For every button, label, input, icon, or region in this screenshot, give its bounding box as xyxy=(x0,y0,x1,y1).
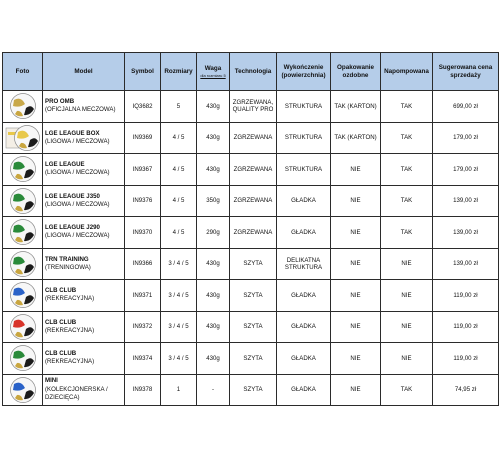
cell-price: 74,95 zł xyxy=(433,374,499,406)
model-category: (REKREACYJNA) xyxy=(45,358,95,366)
cell-inflated: TAK xyxy=(381,91,433,123)
product-photo xyxy=(3,248,43,280)
cell-inflated: NIE xyxy=(381,280,433,312)
model-category: (OFICJALNA MECZOWA) xyxy=(45,106,116,114)
cell-finish: STRUKTURA xyxy=(277,91,331,123)
product-photo xyxy=(3,280,43,312)
cell-finish: DELIKATNA STRUKTURA xyxy=(277,248,331,280)
soccer-ball-icon xyxy=(9,344,37,372)
cell-packaging: NIE xyxy=(331,374,381,406)
cell-price: 139,00 zł xyxy=(433,217,499,249)
cell-inflated: NIE xyxy=(381,311,433,343)
cell-price: 179,00 zł xyxy=(433,122,499,154)
table-row xyxy=(3,343,499,375)
cell-packaging: NIE xyxy=(331,311,381,343)
soccer-ball-icon xyxy=(9,218,37,246)
header-technology: Technologia xyxy=(230,53,277,91)
table-row xyxy=(3,122,499,154)
cell-model xyxy=(43,122,125,154)
cell-symbol: IN9369 xyxy=(125,122,161,154)
cell-technology: SZYTA xyxy=(230,311,277,343)
header-inflated: Napompowana xyxy=(381,53,433,91)
model-name: LGE LEAGUE BOX xyxy=(45,129,100,137)
cell-model xyxy=(43,311,125,343)
header-weight-note: dla rozmiaru 5 xyxy=(200,72,226,78)
cell-symbol: IN9378 xyxy=(125,374,161,406)
header-finish: Wykończenie (powierzchnia) xyxy=(277,53,331,91)
header-packaging: Opakowanie ozdobne xyxy=(331,53,381,91)
cell-inflated: NIE xyxy=(381,343,433,375)
cell-technology: SZYTA xyxy=(230,248,277,280)
model-name: LGE LEAGUE J350 xyxy=(45,192,100,200)
model-category: (LIGOWA / MECZOWA) xyxy=(45,137,110,145)
cell-model xyxy=(43,248,125,280)
model-name: PRO OMB xyxy=(45,98,75,106)
cell-weight: 430g xyxy=(197,154,230,186)
cell-inflated: TAK xyxy=(381,217,433,249)
cell-technology: ZGRZEWANA, QUALITY PRO xyxy=(230,91,277,123)
cell-sizes: 5 xyxy=(161,91,197,123)
ball-box-icon xyxy=(5,124,41,152)
cell-technology: SZYTA xyxy=(230,343,277,375)
cell-finish: GŁADKA xyxy=(277,217,331,249)
product-photo xyxy=(3,374,43,406)
product-photo xyxy=(3,185,43,217)
cell-packaging: NIE xyxy=(331,343,381,375)
cell-finish: GŁADKA xyxy=(277,343,331,375)
header-weight xyxy=(197,53,230,91)
cell-sizes: 4 / 5 xyxy=(161,154,197,186)
cell-price: 119,00 zł xyxy=(433,311,499,343)
cell-packaging: NIE xyxy=(331,154,381,186)
cell-price: 119,00 zł xyxy=(433,343,499,375)
table-row xyxy=(3,185,499,217)
product-photo xyxy=(3,122,43,154)
cell-sizes: 4 / 5 xyxy=(161,217,197,249)
soccer-ball-icon xyxy=(9,155,37,183)
header-model: Model xyxy=(43,53,125,91)
cell-model xyxy=(43,343,125,375)
cell-sizes: 1 xyxy=(161,374,197,406)
soccer-ball-icon xyxy=(9,281,37,309)
cell-packaging: TAK (KARTON) xyxy=(331,91,381,123)
cell-inflated: NIE xyxy=(381,248,433,280)
cell-technology: SZYTA xyxy=(230,280,277,312)
cell-packaging: NIE xyxy=(331,248,381,280)
cell-model xyxy=(43,91,125,123)
header-weight-label: Waga xyxy=(204,65,222,73)
product-photo xyxy=(3,217,43,249)
cell-sizes: 3 / 4 / 5 xyxy=(161,248,197,280)
cell-sizes: 3 / 4 / 5 xyxy=(161,280,197,312)
cell-finish: GŁADKA xyxy=(277,280,331,312)
cell-sizes: 3 / 4 / 5 xyxy=(161,311,197,343)
model-category: (KOLEKCJONERSKA / DZIECIĘCA) xyxy=(45,385,108,401)
model-name: CLB CLUB xyxy=(45,318,77,326)
model-name: TRN TRAINING xyxy=(45,255,89,263)
model-name: LGE LEAGUE xyxy=(45,161,85,169)
cell-price: 119,00 zł xyxy=(433,280,499,312)
cell-symbol: IN9367 xyxy=(125,154,161,186)
cell-price: 139,00 zł xyxy=(433,248,499,280)
table-row xyxy=(3,91,499,123)
cell-sizes: 4 / 5 xyxy=(161,122,197,154)
cell-symbol: IN9371 xyxy=(125,280,161,312)
header-row xyxy=(3,53,499,91)
cell-model xyxy=(43,185,125,217)
table-row xyxy=(3,280,499,312)
cell-weight: 350g xyxy=(197,185,230,217)
product-photo xyxy=(3,91,43,123)
table-row xyxy=(3,217,499,249)
cell-weight: 430g xyxy=(197,311,230,343)
table-row xyxy=(3,311,499,343)
cell-sizes: 3 / 4 / 5 xyxy=(161,343,197,375)
cell-packaging: NIE xyxy=(331,280,381,312)
cell-packaging: TAK (KARTON) xyxy=(331,122,381,154)
soccer-ball-icon xyxy=(9,313,37,341)
cell-inflated: TAK xyxy=(381,374,433,406)
product-photo xyxy=(3,154,43,186)
model-category: (REKREACYJNA) xyxy=(45,295,95,303)
header-symbol: Symbol xyxy=(125,53,161,91)
header-photo: Foto xyxy=(3,53,43,91)
model-category: (LIGOWA / MECZOWA) xyxy=(45,200,110,208)
cell-weight: 430g xyxy=(197,248,230,280)
cell-symbol: IN9370 xyxy=(125,217,161,249)
cell-weight: 430g xyxy=(197,122,230,154)
model-category: (REKREACYJNA) xyxy=(45,326,95,334)
cell-packaging: NIE xyxy=(331,217,381,249)
cell-technology: ZGRZEWANA xyxy=(230,154,277,186)
cell-model xyxy=(43,217,125,249)
cell-technology: ZGRZEWANA xyxy=(230,122,277,154)
cell-technology: SZYTA xyxy=(230,374,277,406)
cell-finish: GŁADKA xyxy=(277,185,331,217)
cell-symbol: IQ3682 xyxy=(125,91,161,123)
cell-technology: ZGRZEWANA xyxy=(230,185,277,217)
model-name: MINI xyxy=(45,377,58,385)
cell-packaging: NIE xyxy=(331,185,381,217)
cell-price: 699,00 zł xyxy=(433,91,499,123)
soccer-ball-icon xyxy=(9,187,37,215)
model-category: (LIGOWA / MECZOWA) xyxy=(45,232,110,240)
cell-symbol: IN9374 xyxy=(125,343,161,375)
model-name: LGE LEAGUE J290 xyxy=(45,224,100,232)
cell-finish: STRUKTURA xyxy=(277,154,331,186)
table-row xyxy=(3,248,499,280)
soccer-ball-icon xyxy=(9,250,37,278)
model-name: CLB CLUB xyxy=(45,287,77,295)
model-category: (TRENINGOWA) xyxy=(45,263,91,271)
cell-weight: 430g xyxy=(197,91,230,123)
table-row xyxy=(3,374,499,406)
product-photo xyxy=(3,343,43,375)
cell-inflated: TAK xyxy=(381,122,433,154)
cell-weight: 290g xyxy=(197,217,230,249)
soccer-ball-icon xyxy=(9,92,37,120)
cell-weight: 430g xyxy=(197,343,230,375)
cell-price: 179,00 zł xyxy=(433,154,499,186)
cell-model xyxy=(43,154,125,186)
cell-inflated: TAK xyxy=(381,154,433,186)
cell-price: 139,00 zł xyxy=(433,185,499,217)
cell-symbol: IN9376 xyxy=(125,185,161,217)
cell-weight: - xyxy=(197,374,230,406)
cell-finish: GŁADKA xyxy=(277,311,331,343)
cell-symbol: IN9366 xyxy=(125,248,161,280)
cell-weight: 430g xyxy=(197,280,230,312)
cell-finish: STRUKTURA xyxy=(277,122,331,154)
cell-finish: GŁADKA xyxy=(277,374,331,406)
soccer-ball-icon xyxy=(9,376,37,404)
product-table xyxy=(2,52,499,406)
cell-technology: ZGRZEWANA xyxy=(230,217,277,249)
model-category: (LIGOWA / MECZOWA) xyxy=(45,169,110,177)
cell-symbol: IN9372 xyxy=(125,311,161,343)
cell-model xyxy=(43,374,125,406)
cell-inflated: TAK xyxy=(381,185,433,217)
header-price: Sugerowana cena sprzedaży xyxy=(433,53,499,91)
cell-model xyxy=(43,280,125,312)
product-photo xyxy=(3,311,43,343)
model-name: CLB CLUB xyxy=(45,350,77,358)
header-sizes: Rozmiary xyxy=(161,53,197,91)
cell-sizes: 4 / 5 xyxy=(161,185,197,217)
table-row xyxy=(3,154,499,186)
